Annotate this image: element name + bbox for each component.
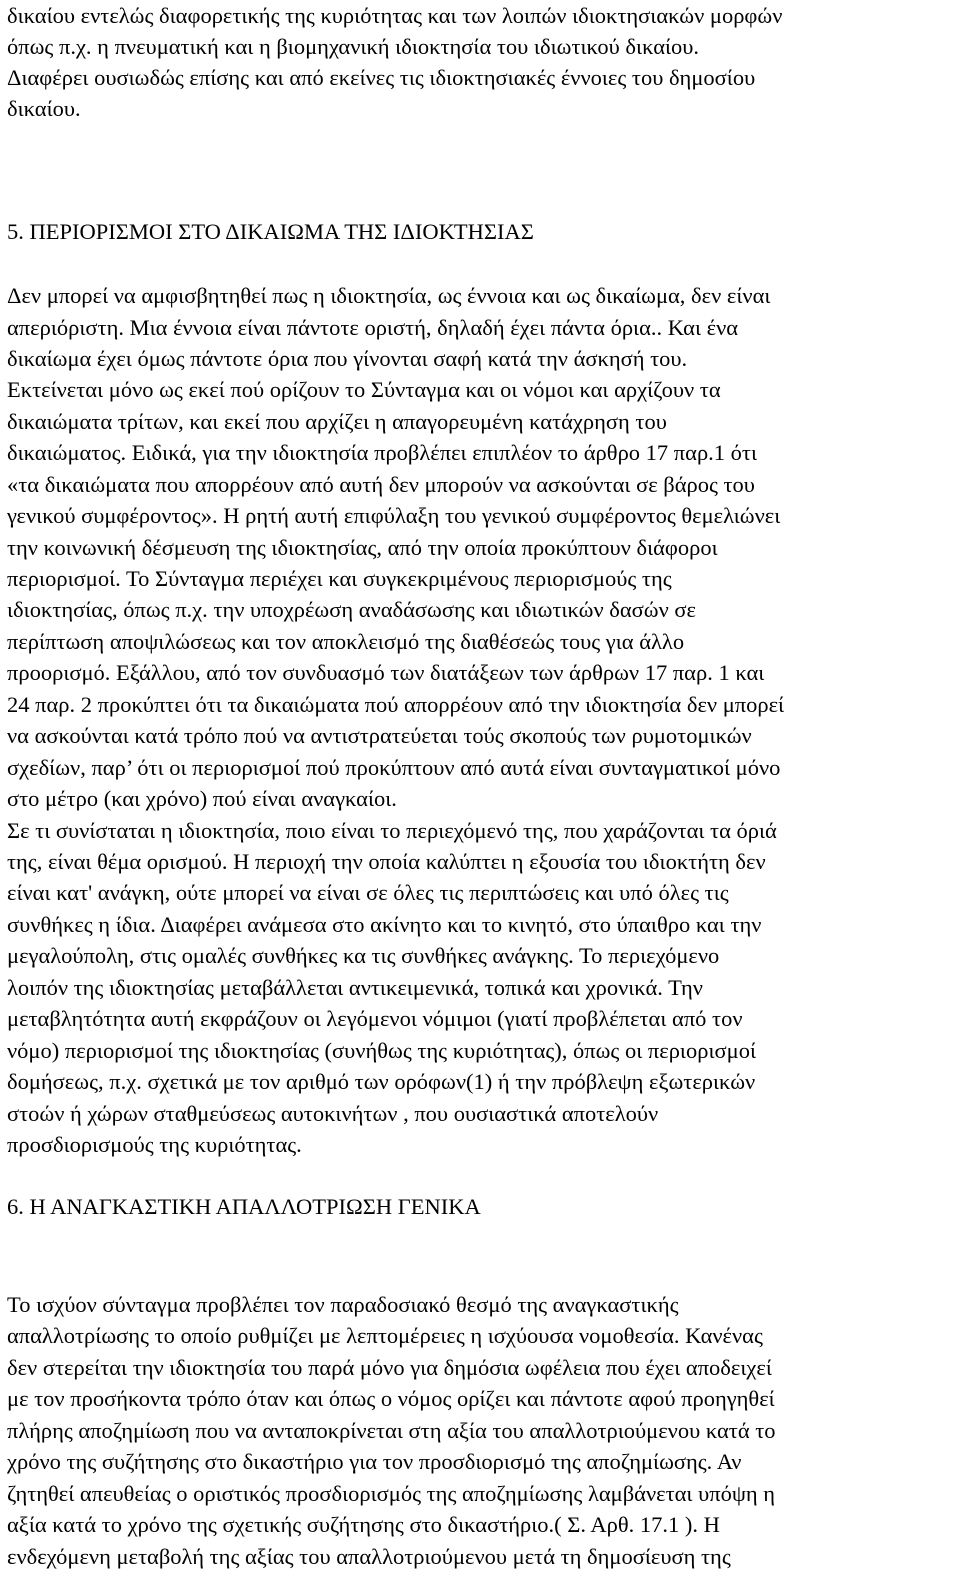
paragraph-line: προσδιορισμούς της κυριότητας. xyxy=(7,1132,302,1157)
paragraph-line: Δεν μπορεί να αμφισβητηθεί πως η ιδιοκτησία, ως έννοια και ως δικαίωμα, δεν είναι xyxy=(7,283,771,308)
paragraph-line: είναι κατ' ανάγκη, ούτε μπορεί να είναι σε όλες τις περιπτώσεις και υπό όλες τις xyxy=(7,880,729,905)
paragraph-line: στοών ή χώρων σταθμεύσεως αυτοκινήτων , που ουσιαστικά αποτελούν xyxy=(7,1101,659,1126)
paragraph-line: απαλλοτρίωσης το οποίο ρυθμίζει με λεπτομέρειες η ισχύουσα νομοθεσία. Κανένας xyxy=(7,1323,763,1348)
intro-line: Διαφέρει ουσιωδώς επίσης και από εκείνες τις ιδιοκτησιακές έννοιες του δημοσίου xyxy=(7,65,756,90)
paragraph-line: «τα δικαιώματα που απορρέουν από αυτή δεν μπορούν να ασκούνται σε βάρος του xyxy=(7,472,755,497)
intro-line: δικαίου εντελώς διαφορετικής της κυριότητας και των λοιπών ιδιοκτησιακών μορφών xyxy=(7,3,783,28)
paragraph-line: ενδεχόμενη μεταβολή της αξίας του απαλλοτριούμενου μετά τη δημοσίευση της xyxy=(7,1544,731,1569)
paragraph-line: στο μέτρο (και χρόνο) πού είναι αναγκαίοι. xyxy=(7,786,397,811)
paragraph-line: αξία κατά το χρόνο της σχετικής συζήτησης στο δικαστήριο.( Σ. Αρθ. 17.1 ). Η xyxy=(7,1512,720,1537)
paragraph-line: δεν στερείται την ιδιοκτησία του παρά μόνο για δημόσια ωφέλεια που έχει αποδειχεί xyxy=(7,1355,772,1380)
intro-line: δικαίου. xyxy=(7,96,81,121)
paragraph-line: 24 παρ. 2 προκύπτει ότι τα δικαιώματα πού απορρέουν από την ιδιοκτησία δεν μπορεί xyxy=(7,692,785,717)
paragraph-line: γενικού συμφέροντος». Η ρητή αυτή επιφύλαξη του γενικού συμφέροντος θεμελιώνει xyxy=(7,503,781,528)
section-heading: 6. Η ΑΝΑΓΚΑΣΤΙΚΗ ΑΠΑΛΛΟΤΡΙΩΣΗ ΓΕΝΙΚΑ xyxy=(7,1194,481,1219)
paragraph-line: δικαίωμα έχει όμως πάντοτε όρια που γίνονται σαφή κατά την άσκησή του. xyxy=(7,346,688,371)
section-heading: 5. ΠΕΡΙΟΡΙΣΜΟΙ ΣΤΟ ΔΙΚΑΙΩΜΑ ΤΗΣ ΙΔΙΟΚΤΗΣΙΑΣ xyxy=(7,219,534,244)
paragraph-line: απεριόριστη. Μια έννοια είναι πάντοτε οριστή, δηλαδή έχει πάντα όρια.. Και ένα xyxy=(7,315,739,340)
paragraph-line: με τον προσήκοντα τρόπο όταν και όπως ο νόμος ορίζει και πάντοτε αφού προηγηθεί xyxy=(7,1386,775,1411)
paragraph-line: προορισμό. Εξάλλου, από τον συνδυασμό των διατάξεων των άρθρων 17 παρ. 1 και xyxy=(7,660,765,685)
intro-line: όπως π.χ. η πνευματική και η βιομηχανική ιδιοκτησία του ιδιωτικού δικαίου. xyxy=(7,34,700,59)
paragraph-line: δικαιώματα τρίτων, και εκεί που αρχίζει η απαγορευμένη κατάχρηση του xyxy=(7,409,667,434)
paragraph-line: να ασκούνται κατά τρόπο πού να αντιστρατεύεται τούς σκοπούς των ρυμοτομικών xyxy=(7,723,752,748)
paragraph-line: χρόνο της συζήτησης στο δικαστήριο για τον προσδιορισμό της αποζημίωσης. Αν xyxy=(7,1449,742,1474)
paragraph-line: της, είναι θέμα ορισμού. Η περιοχή την οποία καλύπτει η εξουσία του ιδιοκτήτη δεν xyxy=(7,849,766,874)
paragraph-line: νόμο) περιορισμοί της ιδιοκτησίας (συνήθως της κυριότητας), όπως οι περιορισμοί xyxy=(7,1038,757,1063)
paragraph-line: Το ισχύον σύνταγμα προβλέπει τον παραδοσιακό θεσμό της αναγκαστικής xyxy=(7,1292,679,1317)
paragraph-line: δικαιώματος. Ειδικά, για την ιδιοκτησία προβλέπει επιπλέον το άρθρο 17 παρ.1 ότι xyxy=(7,440,758,465)
paragraph-line: μεγαλούπολη, στις ομαλές συνθήκες κα τις συνθήκες ανάγκης. Το περιεχόμενο xyxy=(7,943,720,968)
paragraph-line: δομήσεως, π.χ. σχετικά με τον αριθμό των ορόφων(1) ή την πρόβλεψη εξωτερικών xyxy=(7,1069,756,1094)
paragraph-line: Σε τι συνίσταται η ιδιοκτησία, ποιο είναι το περιεχόμενό της, που χαράζονται τα όριά xyxy=(7,818,777,843)
paragraph-line: περίπτωση αποψιλώσεως και τον αποκλεισμό της διαθέσεώς τους για άλλο xyxy=(7,629,685,654)
paragraph-line: λοιπόν της ιδιοκτησίας μεταβάλλεται αντικειμενικά, τοπικά και χρονικά. Την xyxy=(7,975,703,1000)
paragraph-line: Εκτείνεται μόνο ως εκεί πού ορίζουν το Σύνταγμα και οι νόμοι και αρχίζουν τα xyxy=(7,377,721,402)
paragraph-line: ιδιοκτησίας, όπως π.χ. την υποχρέωση αναδάσωσης και ιδιωτικών δασών σε xyxy=(7,597,696,622)
paragraph-line: πλήρης αποζημίωση που να ανταποκρίνεται στη αξία του απαλλοτριούμενου κατά το xyxy=(7,1418,776,1443)
paragraph-line: συνθήκες η ίδια. Διαφέρει ανάμεσα στο ακίνητο και το κινητό, στο ύπαιθρο και την xyxy=(7,912,762,937)
paragraph-line: σχεδίων, παρ’ ότι οι περιορισμοί πού προκύπτουν από αυτά είναι συνταγματικοί μόνο xyxy=(7,755,781,780)
paragraph-line: ζητηθεί απευθείας ο οριστικός προσδιορισμός της αποζημίωσης λαμβάνεται υπόψη η xyxy=(7,1481,776,1506)
paragraph-line: μεταβλητότητα αυτή εκφράζουν οι λεγόμενοι νόμιμοι (γιατί προβλέπεται από τον xyxy=(7,1006,743,1031)
paragraph-line: περιορισμοί. Το Σύνταγμα περιέχει και συγκεκριμένους περιορισμούς της xyxy=(7,566,672,591)
paragraph-line: την κοινωνική δέσμευση της ιδιοκτησίας, από την οποία προκύπτουν διάφοροι xyxy=(7,535,718,560)
